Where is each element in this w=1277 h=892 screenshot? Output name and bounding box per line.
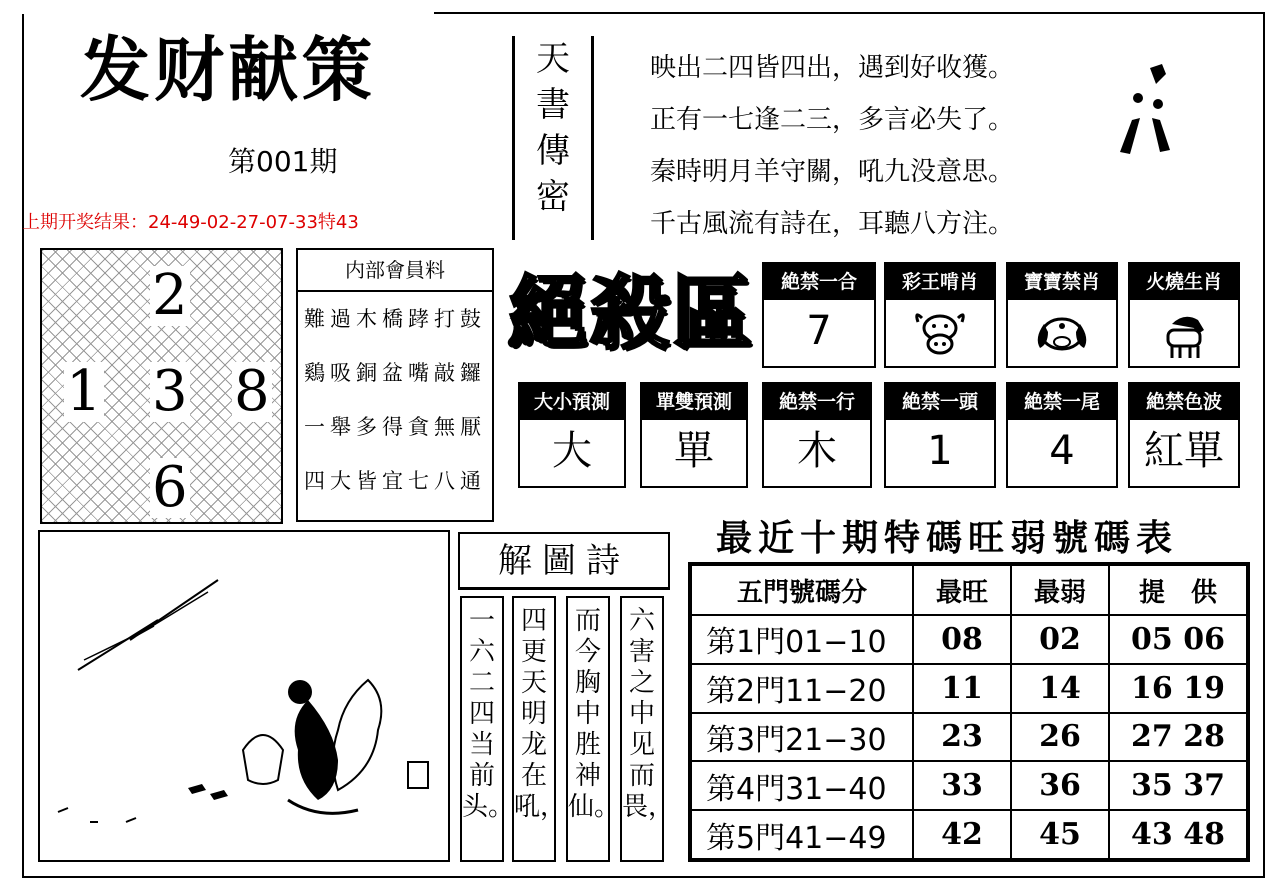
kill-cell: [762, 262, 876, 368]
table-cell: 02: [1011, 615, 1109, 664]
kill-cell: [1006, 262, 1118, 368]
table-cell: 33: [913, 761, 1011, 810]
page-title: 发财献策: [80, 28, 376, 111]
table-cell: 11: [913, 664, 1011, 713]
kill-cell-value: 單: [674, 428, 714, 474]
kill-cell-value: 紅單: [1144, 428, 1224, 474]
table-cell: 45: [1011, 810, 1109, 859]
number-table: [688, 562, 1250, 862]
tianshu-char: 密: [536, 177, 570, 217]
table-header: 最弱: [1011, 565, 1109, 615]
table-cell: 第2門11−20: [691, 664, 913, 713]
kill-cell-value: 4: [1049, 428, 1075, 474]
kill-cell-label: 絶禁一合: [764, 264, 874, 300]
horse-icon: [1154, 304, 1214, 364]
tianshu-char: 書: [536, 85, 570, 125]
table-header: 最旺: [913, 565, 1011, 615]
kill-cell-label: 大小預測: [520, 384, 624, 420]
table-cell: 14: [1011, 664, 1109, 713]
table-header: 提 供: [1109, 565, 1247, 615]
lucky-number-top: 2: [152, 263, 188, 328]
members-line: 一舉多得貪無厭: [304, 415, 486, 439]
members-line: 四大皆宜七八通: [304, 469, 486, 493]
kill-cell-value: 7: [806, 308, 832, 354]
table-cell: 第3門21−30: [691, 713, 913, 762]
kill-cell-label: 彩王啃肖: [886, 264, 994, 300]
brush-stroke-icon: [1110, 60, 1180, 160]
kill-cell: [884, 382, 996, 488]
kill-cell: [640, 382, 748, 488]
members-title: 内部會員料: [298, 250, 492, 292]
kill-cell: [1006, 382, 1118, 488]
kill-cell: [762, 382, 872, 488]
table-cell: 23: [913, 713, 1011, 762]
lucky-numbers-box: [40, 248, 283, 524]
kill-cell: [1128, 262, 1240, 368]
kill-cell-label: 絶禁一頭: [886, 384, 994, 420]
tianshu-char: 傳: [536, 131, 570, 171]
kill-zone-title: 絕殺區: [508, 266, 754, 360]
kill-cell: [1128, 382, 1240, 488]
table-row: [691, 810, 1247, 859]
kill-cell: [518, 382, 626, 488]
riddle-column: 六害之中见而畏，: [620, 596, 664, 862]
table-cell: 05 06: [1109, 615, 1247, 664]
table-cell: 26: [1011, 713, 1109, 762]
table-row: [691, 713, 1247, 762]
dog-icon: [1030, 304, 1094, 364]
members-box: [296, 248, 494, 522]
members-line: 鷄吸銅盆嘴敲鑼: [304, 361, 486, 385]
riddle-column: 一六二四当前头。: [460, 596, 504, 862]
kill-cell: [884, 262, 996, 368]
table-cell: 08: [913, 615, 1011, 664]
kill-cell-label: 火燒生肖: [1130, 264, 1238, 300]
poem-line: 秦時明月羊守關，吼九没意思。: [650, 157, 1015, 187]
table-header-row: [691, 565, 1247, 615]
table-cell: 第1門01−10: [691, 615, 913, 664]
kill-cell-value: 大: [552, 428, 592, 474]
riddle-illustration: [38, 530, 450, 862]
lucky-number-right: 8: [234, 359, 270, 424]
issue-number: 第001期: [228, 145, 338, 178]
table-cell: 36: [1011, 761, 1109, 810]
table-cell: 第4門31−40: [691, 761, 913, 810]
table-cell: 27 28: [1109, 713, 1247, 762]
kill-cell-value: 木: [797, 428, 837, 474]
kill-cell-label: 絶禁色波: [1130, 384, 1238, 420]
table-row: [691, 761, 1247, 810]
table-cell: 42: [913, 810, 1011, 859]
members-line: 難過木橋踍打鼓: [304, 307, 486, 331]
table-cell: 35 37: [1109, 761, 1247, 810]
table-row: [691, 615, 1247, 664]
riddle-column: 四更天明龙在吼，: [512, 596, 556, 862]
kill-cell-label: 絶禁一行: [764, 384, 870, 420]
ox-icon: [910, 304, 970, 364]
last-result: 上期开奖结果：24-49-02-27-07-33特43: [22, 212, 359, 233]
kill-cell-label: 寶寶禁肖: [1008, 264, 1116, 300]
tianshu-box: [512, 36, 594, 240]
riddle-title: 解圖詩: [458, 532, 670, 590]
table-title: 最近十期特碼旺弱號碼表: [716, 518, 1179, 559]
lucky-number-left: 1: [66, 359, 102, 424]
tianshu-char: 天: [536, 39, 570, 79]
table-cell: 43 48: [1109, 810, 1247, 859]
riddle-column: 而今胸中胜神仙。: [566, 596, 610, 862]
table-cell: 16 19: [1109, 664, 1247, 713]
lucky-number-bottom: 6: [152, 455, 188, 520]
kill-cell-value: 1: [927, 428, 953, 474]
poem-line: 正有一七逢二三，多言必失了。: [650, 105, 1015, 135]
table-header: 五門號碼分: [691, 565, 913, 615]
table-cell: 第5門41−49: [691, 810, 913, 859]
poem: [650, 42, 1014, 250]
table-row: [691, 664, 1247, 713]
kill-cell-label: 單雙預測: [642, 384, 746, 420]
lucky-number-mid: 3: [152, 359, 188, 424]
kill-cell-label: 絶禁一尾: [1008, 384, 1116, 420]
poem-line: 千古風流有詩在，耳聽八方注。: [650, 209, 1015, 239]
poem-line: 映出二四皆四出，遇到好收獲。: [650, 53, 1015, 83]
